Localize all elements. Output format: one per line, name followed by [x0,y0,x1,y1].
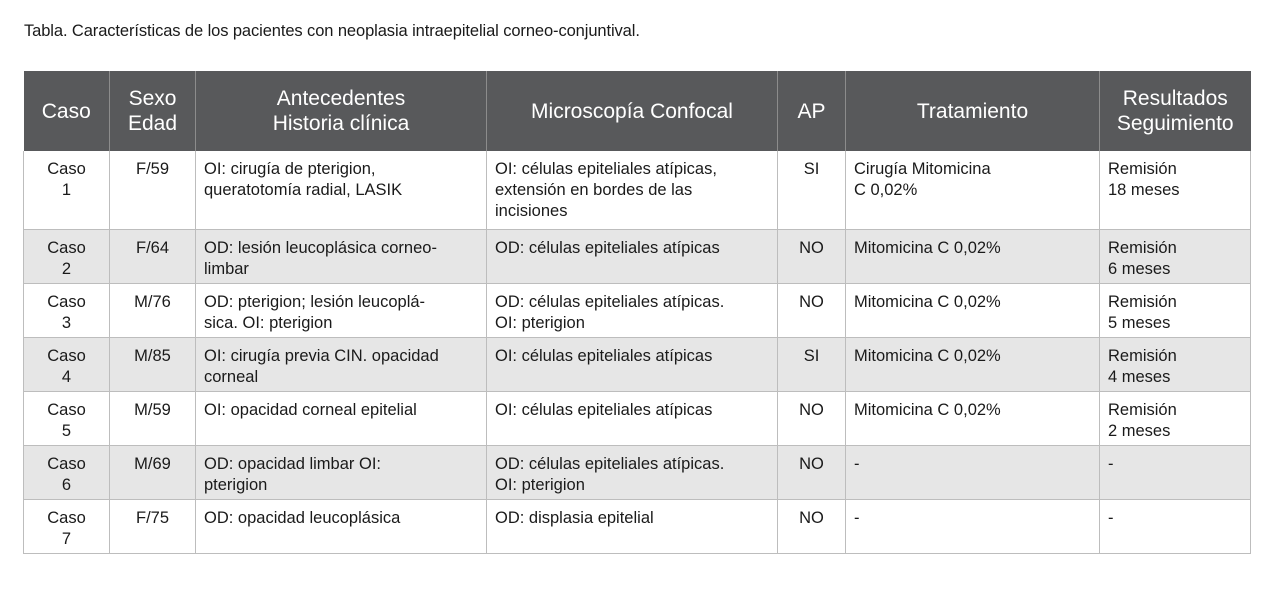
cell-sexo-edad: F/75 [110,499,196,553]
table-row [24,229,1251,283]
cell-resultados: Remisión 6 meses [1100,229,1251,283]
table-row [24,151,1251,229]
cell-historia: OD: opacidad leucoplásica [196,499,487,553]
cell-historia: OI: cirugía de pterigion, queratotomía radial, LASIK [196,151,487,229]
cell-sexo-edad: F/64 [110,229,196,283]
cell-microscopia: OI: células epiteliales atípicas [487,391,778,445]
cell-historia: OD: pterigion; lesión leucoplá- sica. OI: pterigion [196,283,487,337]
header-antecedentes: Antecedentes Historia clínica [196,71,487,151]
cell-sexo-edad: M/76 [110,283,196,337]
patients-table [23,71,1251,554]
cell-tratamiento: Mitomicina C 0,02% [846,229,1100,283]
table-row [24,445,1251,499]
cell-ap: NO [778,283,846,337]
cell-resultados: - [1100,445,1251,499]
cell-microscopia: OD: células epiteliales atípicas. OI: pterigion [487,445,778,499]
cell-historia: OD: lesión leucoplásica corneo- limbar [196,229,487,283]
cell-tratamiento: - [846,499,1100,553]
cell-sexo-edad: M/69 [110,445,196,499]
cell-ap: NO [778,229,846,283]
cell-ap: NO [778,391,846,445]
cell-ap: NO [778,445,846,499]
cell-tratamiento: Mitomicina C 0,02% [846,337,1100,391]
cell-tratamiento: Mitomicina C 0,02% [846,283,1100,337]
table-row [24,499,1251,553]
cell-caso: Caso 2 [24,229,110,283]
cell-sexo-edad: M/85 [110,337,196,391]
cell-caso: Caso 4 [24,337,110,391]
header-ap: AP [778,71,846,151]
cell-tratamiento: - [846,445,1100,499]
header-resultados: Resultados Seguimiento [1100,71,1251,151]
table-caption: Tabla. Características de los pacientes con neoplasia intraepitelial corneo-conjuntival. [24,22,640,40]
cell-caso: Caso 3 [24,283,110,337]
cell-sexo-edad: F/59 [110,151,196,229]
cell-ap: SI [778,151,846,229]
cell-historia: OI: opacidad corneal epitelial [196,391,487,445]
header-caso: Caso [24,71,110,151]
cell-microscopia: OI: células epiteliales atípicas [487,337,778,391]
cell-microscopia: OI: células epiteliales atípicas, extensión en bordes de las incisiones [487,151,778,229]
header-tratamiento: Tratamiento [846,71,1100,151]
header-microscopia: Microscopía Confocal [487,71,778,151]
table-row [24,283,1251,337]
cell-caso: Caso 5 [24,391,110,445]
cell-ap: SI [778,337,846,391]
cell-caso: Caso 1 [24,151,110,229]
cell-ap: NO [778,499,846,553]
cell-historia: OD: opacidad limbar OI: pterigion [196,445,487,499]
table-row [24,337,1251,391]
cell-microscopia: OD: displasia epitelial [487,499,778,553]
table-row [24,391,1251,445]
header-sexo-edad: Sexo Edad [110,71,196,151]
cell-tratamiento: Cirugía Mitomicina C 0,02% [846,151,1100,229]
cell-caso: Caso 7 [24,499,110,553]
cell-resultados: Remisión 18 meses [1100,151,1251,229]
cell-historia: OI: cirugía previa CIN. opacidad corneal [196,337,487,391]
cell-resultados: Remisión 5 meses [1100,283,1251,337]
cell-microscopia: OD: células epiteliales atípicas [487,229,778,283]
cell-resultados: Remisión 4 meses [1100,337,1251,391]
cell-resultados: - [1100,499,1251,553]
cell-caso: Caso 6 [24,445,110,499]
cell-resultados: Remisión 2 meses [1100,391,1251,445]
cell-sexo-edad: M/59 [110,391,196,445]
cell-tratamiento: Mitomicina C 0,02% [846,391,1100,445]
header-row [24,71,1251,151]
cell-microscopia: OD: células epiteliales atípicas. OI: pterigion [487,283,778,337]
